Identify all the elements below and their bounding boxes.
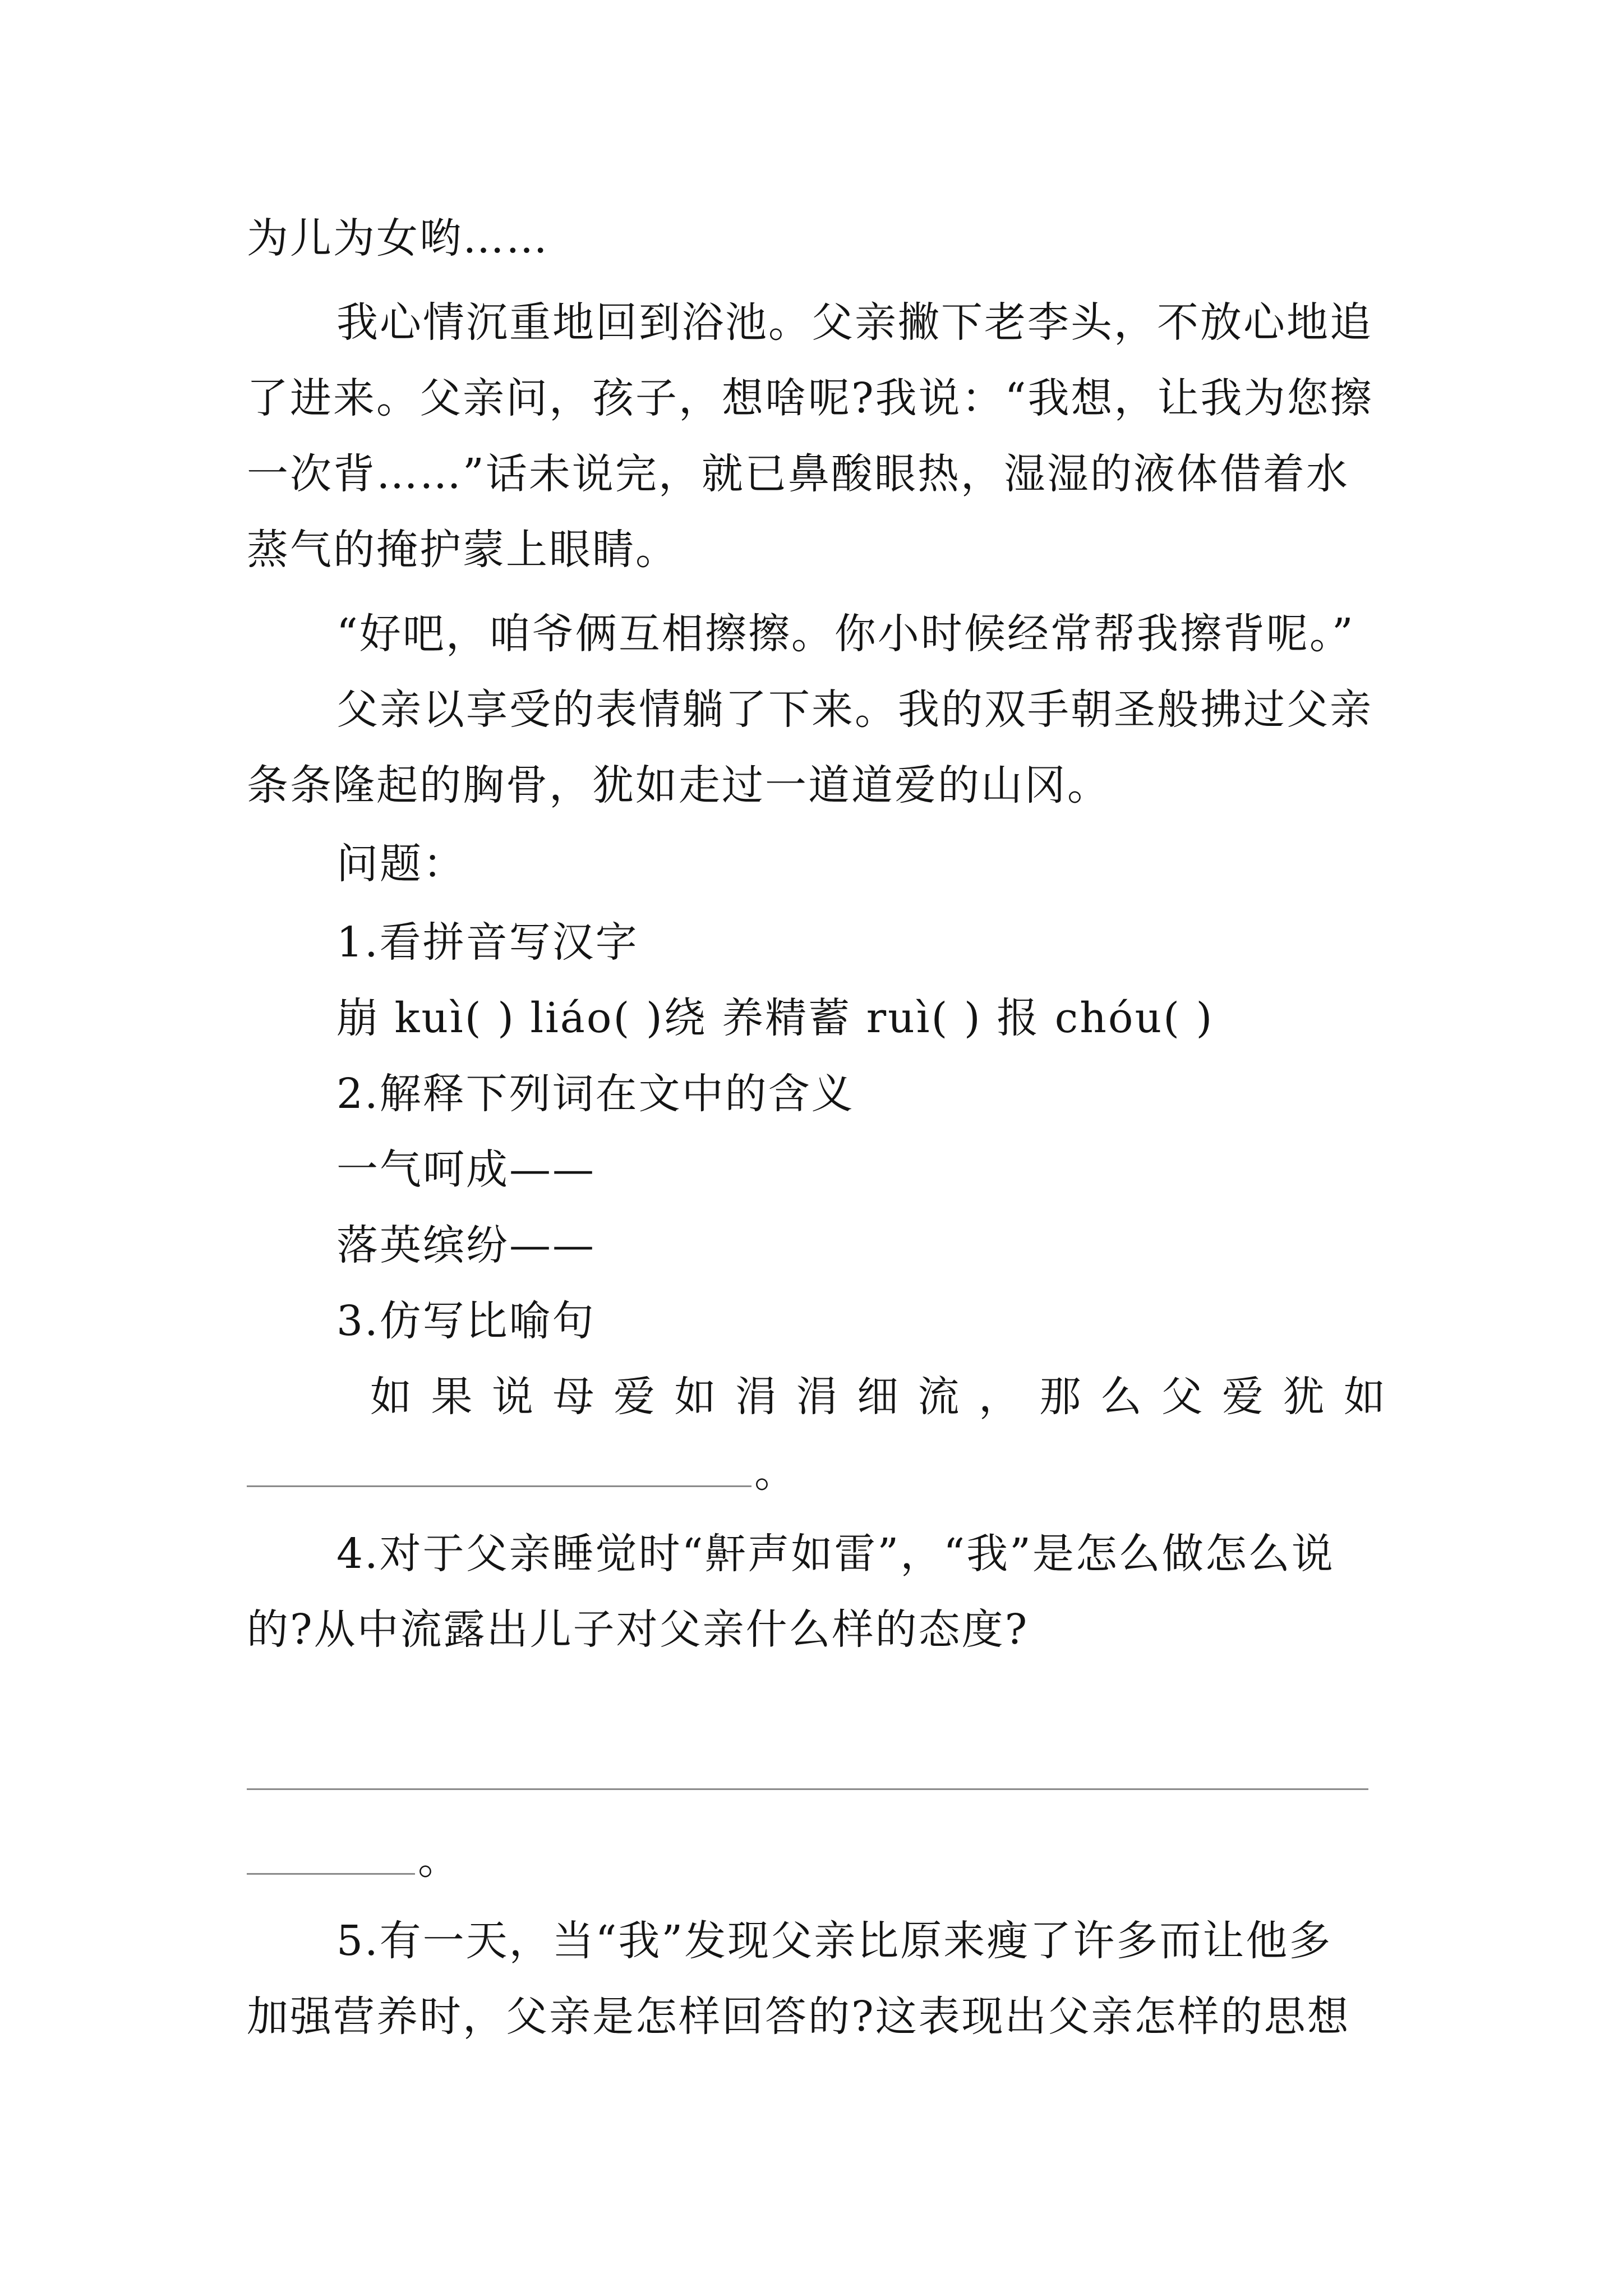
sentence-char: 细 bbox=[857, 1373, 898, 1421]
sentence-char: ， bbox=[979, 1373, 1020, 1421]
sentence-char: 如 bbox=[370, 1373, 412, 1421]
answer-blank-line bbox=[247, 1873, 415, 1875]
question-3-sentence bbox=[370, 1369, 1385, 1425]
question-4-line: 的?从中流露出儿子对父亲什么样的态度? bbox=[247, 1605, 1029, 1654]
question-4-line: 4.对于父亲睡觉时“鼾声如雷”，“我”是怎么做怎么说 bbox=[336, 1530, 1335, 1578]
sentence-char: 爱 bbox=[614, 1373, 655, 1421]
questions-heading: 问题： bbox=[336, 840, 466, 888]
question-1-items: 崩 kuì( ) liáo( )绕 养精蓄 ruì( ) 报 chóu( ) bbox=[336, 994, 1214, 1042]
sentence-char: 说 bbox=[492, 1373, 533, 1421]
sentence-char: 果 bbox=[431, 1373, 473, 1421]
sentence-char: 母 bbox=[552, 1373, 594, 1421]
sentence-char: 涓 bbox=[796, 1373, 838, 1421]
question-1-title: 1.看拼音写汉字 bbox=[336, 918, 639, 967]
answer-end-period: 。 bbox=[754, 1448, 796, 1497]
sentence-char: 爱 bbox=[1222, 1373, 1264, 1421]
paragraph-line: 蒸气的掩护蒙上眼睛。 bbox=[247, 526, 679, 574]
question-5-line: 5.有一天，当“我”发现父亲比原来瘦了许多而让他多 bbox=[336, 1917, 1332, 1965]
question-3-title: 3.仿写比喻句 bbox=[336, 1297, 596, 1345]
answer-blank-line bbox=[247, 1485, 751, 1487]
question-5-line: 加强营养时，父亲是怎样回答的?这表现出父亲怎样的思想 bbox=[247, 1993, 1350, 2041]
sentence-char: 么 bbox=[1100, 1373, 1142, 1421]
sentence-char: 那 bbox=[1039, 1373, 1081, 1421]
paragraph-line: 我心情沉重地回到浴池。父亲撇下老李头，不放心地追 bbox=[336, 298, 1373, 347]
paragraph-line: “好吧，咱爷俩互相擦擦。你小时候经常帮我擦背呢。” bbox=[336, 610, 1355, 658]
answer-end-period: 。 bbox=[418, 1835, 459, 1884]
question-2-term-a: 一气呵成—— bbox=[336, 1145, 596, 1194]
sentence-char: 如 bbox=[1344, 1373, 1385, 1421]
paragraph-line: 父亲以享受的表情躺了下来。我的双手朝圣般拂过父亲 bbox=[336, 685, 1373, 734]
sentence-char: 涓 bbox=[735, 1373, 777, 1421]
paragraph-line: 一次背……”话未说完，就已鼻酸眼热，湿湿的液体借着水 bbox=[247, 450, 1349, 498]
sentence-char: 犹 bbox=[1283, 1373, 1325, 1421]
paragraph-line: 了进来。父亲问，孩子，想啥呢?我说：“我想，让我为您擦 bbox=[247, 374, 1373, 422]
sentence-char: 如 bbox=[674, 1373, 716, 1421]
question-2-title: 2.解释下列词在文中的含义 bbox=[336, 1070, 855, 1118]
sentence-char: 流 bbox=[917, 1373, 960, 1421]
sentence-char: 父 bbox=[1161, 1373, 1203, 1421]
answer-blank-line bbox=[247, 1788, 1368, 1790]
question-2-term-b: 落英缤纷—— bbox=[336, 1221, 596, 1269]
paragraph-line: 为儿为女哟…… bbox=[247, 214, 549, 263]
paragraph-line: 条条隆起的胸骨，犹如走过一道道爱的山冈。 bbox=[247, 761, 1110, 809]
